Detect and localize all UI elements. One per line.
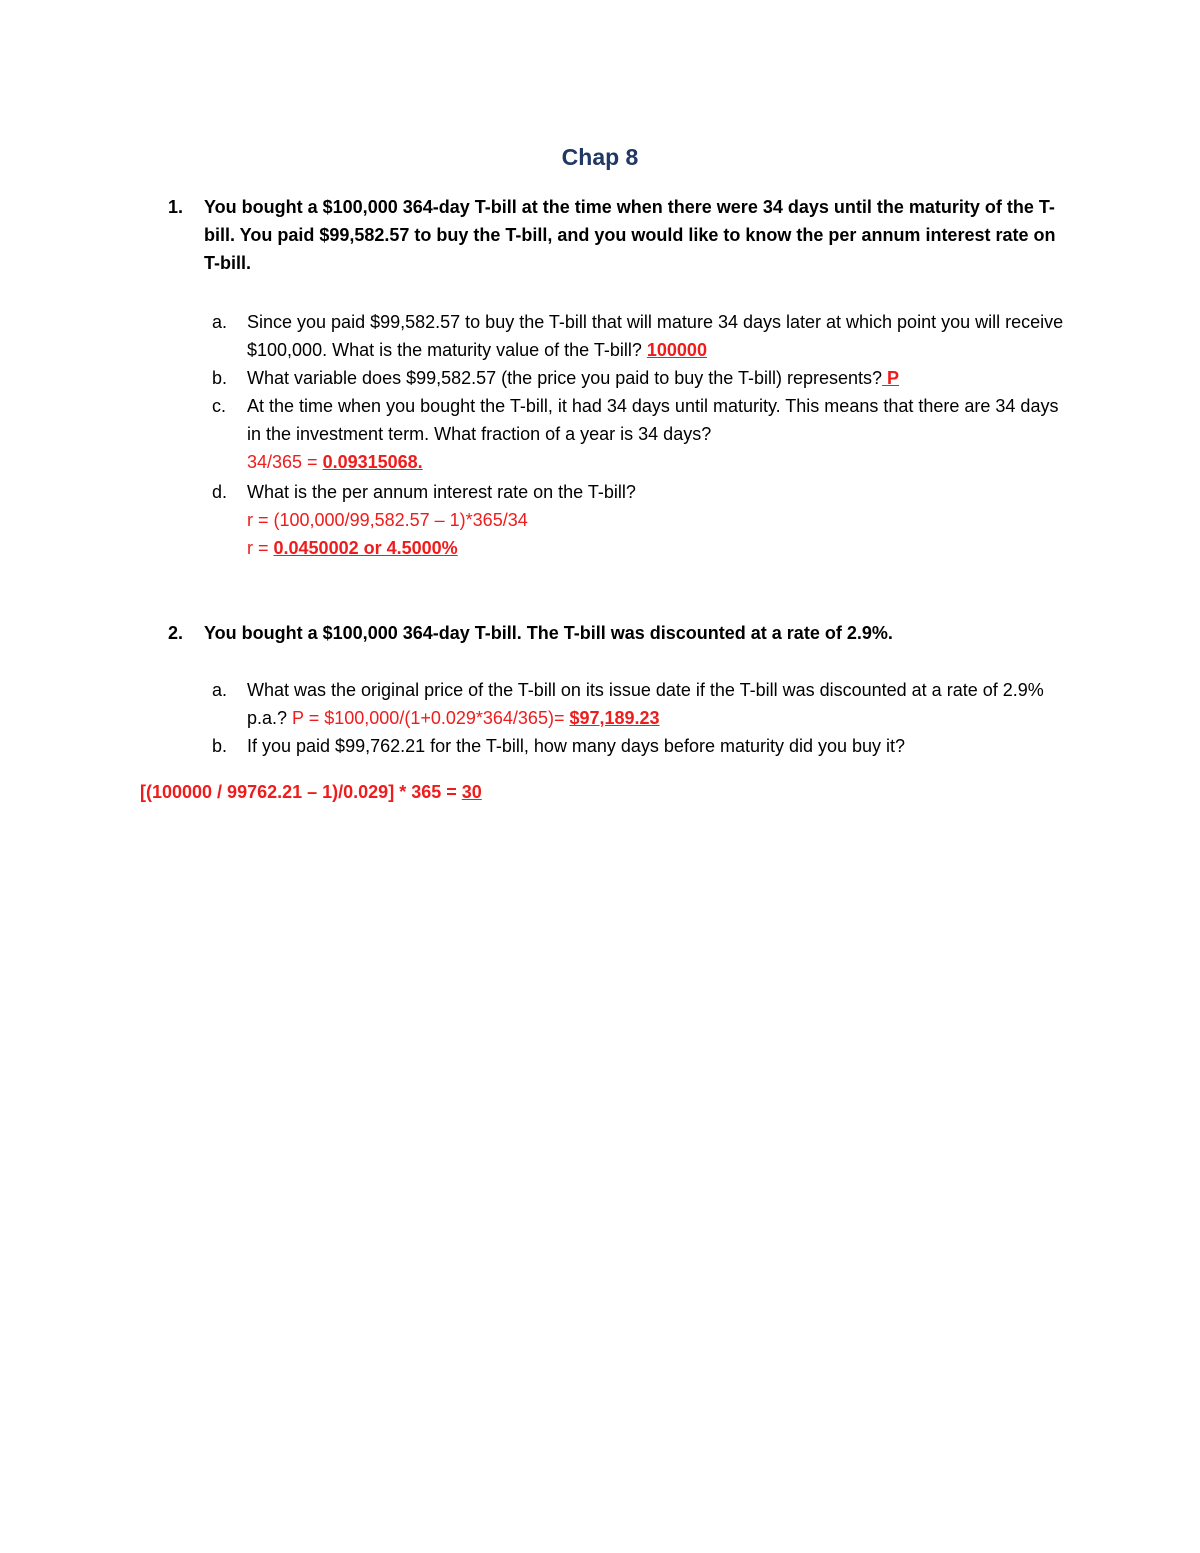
final-answer: 30 xyxy=(461,782,482,802)
question-2b-label: b. xyxy=(212,736,228,756)
question-1a-text: Since you paid $99,582.57 to buy the T-bill that will mature 34 days later at which point you will receive $100,000. What is the maturity value of the T-bill? xyxy=(247,312,1064,360)
question-1b-text: What variable does $99,582.57 (the price you paid to buy the T-bill) represents? xyxy=(247,368,883,388)
question-1c-answer: 0.09315068. xyxy=(322,452,423,472)
final-answer-line xyxy=(140,778,482,806)
question-2-number: 2. xyxy=(168,623,184,643)
question-1d-label: d. xyxy=(212,482,228,502)
question-1c-text: At the time when you bought the T-bill, it had 34 days until maturity. This means that there are 34 days in the investment term. What fraction of a year is 34 days? xyxy=(247,396,1059,444)
question-1b-label: b. xyxy=(212,368,228,388)
question-1a-answer: 100000 xyxy=(646,340,707,360)
question-1b-answer: P xyxy=(882,368,900,388)
question-1-text: You bought a $100,000 364-day T-bill at the time when there were 34 days until the maturity of the T-bill. You paid $99,582.57 to buy the T-bill, and you would like to know the per annum interest rate on T-bill. xyxy=(204,197,1056,273)
question-2a xyxy=(212,676,1072,732)
question-2a-formula: P = $100,000/(1+0.029*364/365)= xyxy=(292,708,570,728)
question-1c-answer-prefix: 34/365 = xyxy=(247,452,323,472)
question-2a-answer: $97,189.23 xyxy=(569,708,660,728)
question-1-number: 1. xyxy=(168,197,184,217)
final-formula: [(100000 / 99762.21 – 1)/0.029] * 365 = xyxy=(140,782,462,802)
question-1b xyxy=(212,364,1072,392)
question-1c xyxy=(212,392,1072,476)
question-2b xyxy=(212,732,1072,760)
page-title: Chap 8 xyxy=(561,144,639,170)
question-2b-text: If you paid $99,762.21 for the T-bill, how many days before maturity did you buy it? xyxy=(247,736,906,756)
question-1c-label: c. xyxy=(212,396,227,416)
question-2-text: You bought a $100,000 364-day T-bill. The T-bill was discounted at a rate of 2.9%. xyxy=(204,623,893,643)
question-2 xyxy=(168,619,1068,647)
question-1 xyxy=(168,193,1068,277)
question-1d-formula: r = (100,000/99,582.57 – 1)*365/34 xyxy=(247,510,528,530)
question-1a-label: a. xyxy=(212,312,228,332)
question-1d-text: What is the per annum interest rate on the T-bill? xyxy=(247,482,636,502)
question-2a-text: What was the original price of the T-bill on its issue date if the T-bill was discounted at a rate of 2.9% p.a.? xyxy=(247,680,1044,728)
question-1d-answer-prefix: r = xyxy=(247,538,274,558)
question-1d xyxy=(212,478,1072,562)
question-1a xyxy=(212,308,1072,364)
question-1d-answer: 0.0450002 or 4.5000% xyxy=(273,538,458,558)
question-2a-label: a. xyxy=(212,680,228,700)
